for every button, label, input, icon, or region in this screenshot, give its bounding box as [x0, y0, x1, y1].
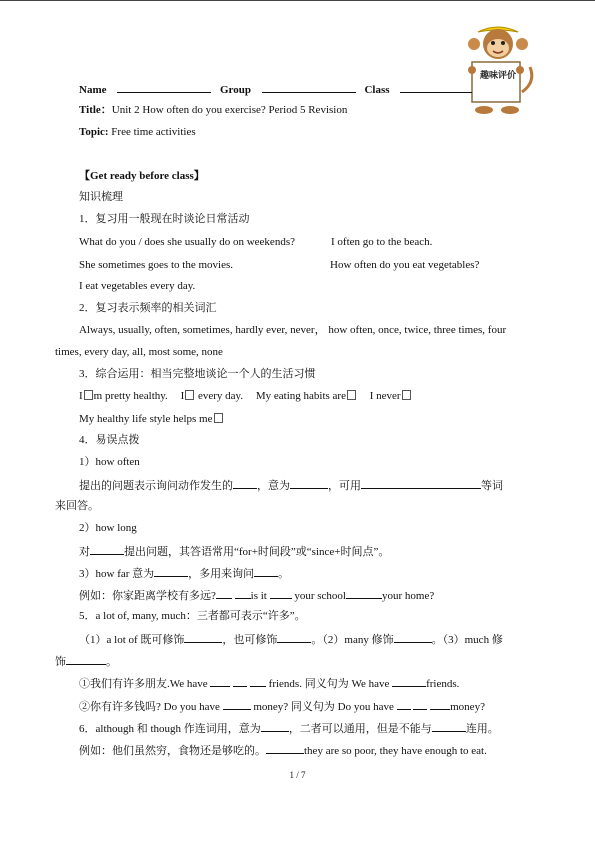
class-label: Class — [364, 84, 390, 96]
list-item: 提出的问题表示询问动作发生的 ，意为 ，可用 等词 — [79, 480, 503, 492]
fill-blank[interactable] — [432, 721, 466, 732]
fill-blank[interactable] — [250, 676, 266, 687]
list-item: I eat vegetables every day. — [79, 280, 196, 292]
group-label: Group — [220, 84, 251, 96]
fill-blank[interactable] — [266, 743, 304, 754]
list-item: 5．a lot of, many, much：三者都可表示“许多”。 — [79, 610, 306, 622]
blank-box[interactable] — [185, 390, 194, 400]
fill-blank[interactable] — [394, 632, 432, 643]
fill-blank[interactable] — [235, 588, 251, 599]
section-heading: 【Get ready before class】 — [79, 170, 205, 182]
name-row — [79, 82, 472, 97]
list-item: ①我们有许多朋友.We have friends. 同义句为 We have friends. — [79, 678, 460, 690]
fill-blank[interactable] — [270, 588, 292, 599]
fill-blank[interactable] — [210, 676, 230, 687]
list-item: 6．although 和 though 作连词用，意为 ，二者可以通用，但是不能与 连用。 — [79, 723, 499, 735]
list-item: 2）how long — [79, 522, 137, 534]
topic-value: Free time activities — [108, 126, 196, 138]
fill-blank[interactable] — [154, 566, 188, 577]
list-item: 饰 。 — [55, 656, 117, 668]
list-item: 例如：他们虽然穷，食物还是够吃的。 they are so poor, they have enough to eat. — [79, 745, 487, 757]
top-rule — [0, 0, 595, 1]
list-item: 2．复习表示频率的相关词汇 — [79, 302, 217, 314]
list-item: 3）how far 意为 ，多用来询问 。 — [79, 568, 290, 580]
fill-blank[interactable] — [290, 478, 328, 489]
fill-blank[interactable] — [392, 676, 426, 687]
list-item: My healthy life style helps me — [79, 413, 224, 426]
fill-blank[interactable] — [90, 544, 124, 555]
list-item: （1）a lot of 既可修饰 ，也可修饰 。（2）many 修饰 。（3）much 修 — [79, 634, 503, 646]
list-item: times, every day, all, most some, none — [55, 346, 223, 358]
list-item: 来回答。 — [55, 500, 99, 512]
fill-blank[interactable] — [346, 588, 382, 599]
blank-box[interactable] — [402, 390, 411, 400]
list-item: 3．综合运用：相当完整地谈论一个人的生活习惯 — [79, 368, 316, 380]
list-item: 知识梳理 — [79, 191, 123, 203]
list-item: ②你有许多钱吗? Do you have money? 同义句为 Do you have money? — [79, 701, 485, 713]
title-label: Title： — [79, 104, 112, 116]
fill-blank[interactable] — [430, 699, 450, 710]
blank-box[interactable] — [214, 413, 223, 423]
class-blank[interactable] — [400, 82, 472, 93]
list-item: 1．复习用一般现在时谈论日常活动 — [79, 213, 250, 225]
group-blank[interactable] — [262, 82, 356, 93]
list-item: I often go to the beach. — [331, 236, 433, 248]
list-item: I m pretty healthy. I every day. My eating habits are I never — [79, 390, 412, 403]
topic-row — [79, 126, 196, 139]
page-number: 1 / 7 — [289, 770, 306, 780]
list-item: 例如：你家距离学校有多远? is it your school your home? — [79, 590, 435, 602]
fill-blank[interactable] — [66, 654, 106, 665]
fill-blank[interactable] — [233, 676, 247, 687]
list-item: 对 提出问题，其答语常用“for+时间段”或“since+时间点”。 — [79, 546, 390, 558]
name-blank[interactable] — [117, 82, 211, 93]
blank-box[interactable] — [347, 390, 356, 400]
fill-blank[interactable] — [397, 699, 411, 710]
fill-blank[interactable] — [413, 699, 427, 710]
fill-blank[interactable] — [277, 632, 311, 643]
list-item: 4．易误点拨 — [79, 434, 140, 446]
list-item: 1）how often — [79, 456, 140, 468]
list-item: How often do you eat vegetables? — [330, 259, 480, 271]
fill-blank[interactable] — [261, 721, 289, 732]
fill-blank[interactable] — [223, 699, 251, 710]
list-item: She sometimes goes to the movies. — [79, 259, 233, 271]
fill-blank[interactable] — [254, 566, 278, 577]
blank-box[interactable] — [84, 390, 93, 400]
fill-blank[interactable] — [184, 632, 222, 643]
name-label: Name — [79, 84, 107, 96]
list-item: What do you / does she usually do on weekends? — [79, 236, 295, 248]
fill-blank[interactable] — [361, 478, 481, 489]
fill-blank[interactable] — [233, 478, 257, 489]
fill-blank[interactable] — [216, 588, 232, 599]
title-row — [79, 104, 347, 117]
list-item: Always, usually, often, sometimes, hardly ever, never， how often, once, twice, three times, four — [79, 324, 507, 336]
mascot-sign-text: 趣味评价 — [479, 70, 516, 80]
title-value: Unit 2 How often do you exercise? Period 5 Revision — [111, 104, 348, 116]
topic-label: Topic: — [79, 126, 109, 138]
